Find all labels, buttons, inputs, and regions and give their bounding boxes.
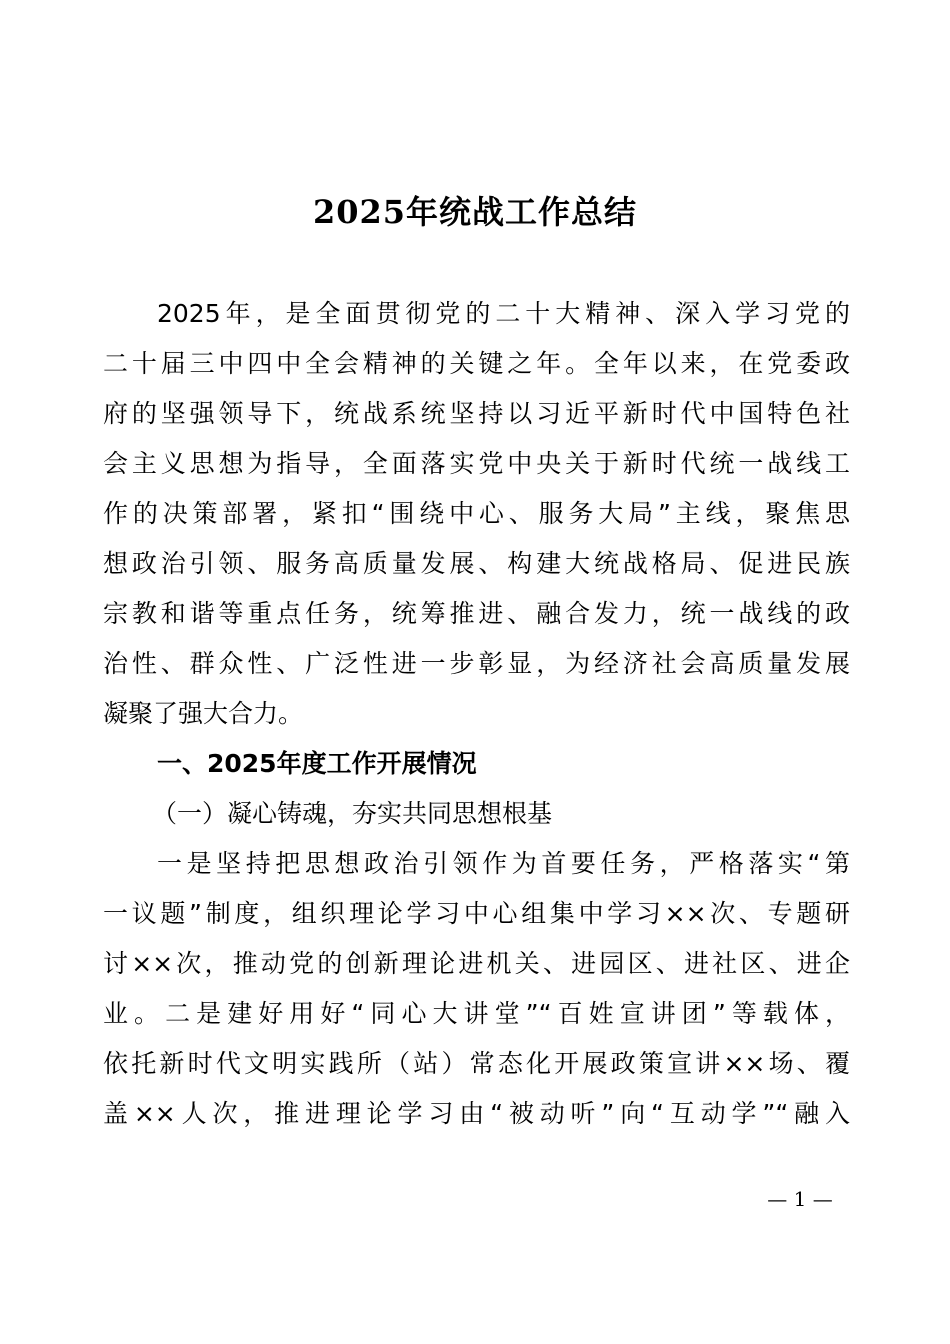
intro-line: 治性、群众性、广泛性进一步彰显，为经济社会高质量发展 <box>103 649 850 678</box>
page-number: — 1 — <box>767 1187 833 1211</box>
intro-line: 二十届三中四中全会精神的关键之年。全年以来，在党委政 <box>103 349 850 378</box>
body-line: 讨××次，推动党的创新理论进机关、进园区、进社区、进企 <box>103 949 850 978</box>
intro-line: 凝聚了强大合力。 <box>103 699 304 728</box>
section-heading: 一、2025年度工作开展情况 <box>157 749 477 778</box>
body-line: 依托新时代文明实践所（站）常态化开展政策宣讲××场、覆 <box>103 1049 850 1078</box>
body-line: 业。二是建好用好“同心大讲堂”“百姓宣讲团”等载体， <box>103 999 850 1028</box>
intro-line: 会主义思想为指导，全面落实党中央关于新时代统一战线工 <box>103 449 850 478</box>
intro-line: 府的坚强领导下，统战系统坚持以习近平新时代中国特色社 <box>103 399 850 428</box>
intro-line: 宗教和谐等重点任务，统筹推进、融合发力，统一战线的政 <box>103 599 850 628</box>
body-line: 一议题”制度，组织理论学习中心组集中学习××次、专题研 <box>103 899 850 928</box>
body-line: 盖××人次，推进理论学习由“被动听”向“互动学”“融入 <box>103 1099 850 1128</box>
subsection-heading: （一）凝心铸魂，夯实共同思想根基 <box>152 799 553 828</box>
intro-line: 2025年，是全面贯彻党的二十大精神、深入学习党的 <box>157 299 850 328</box>
document-title: 2025年统战工作总结 <box>312 193 638 231</box>
intro-line: 作的决策部署，紧扣“围绕中心、服务大局”主线，聚焦思 <box>103 499 850 528</box>
body-line: 一是坚持把思想政治引领作为首要任务，严格落实“第 <box>157 849 850 878</box>
intro-line: 想政治引领、服务高质量发展、构建大统战格局、促进民族 <box>103 549 850 578</box>
